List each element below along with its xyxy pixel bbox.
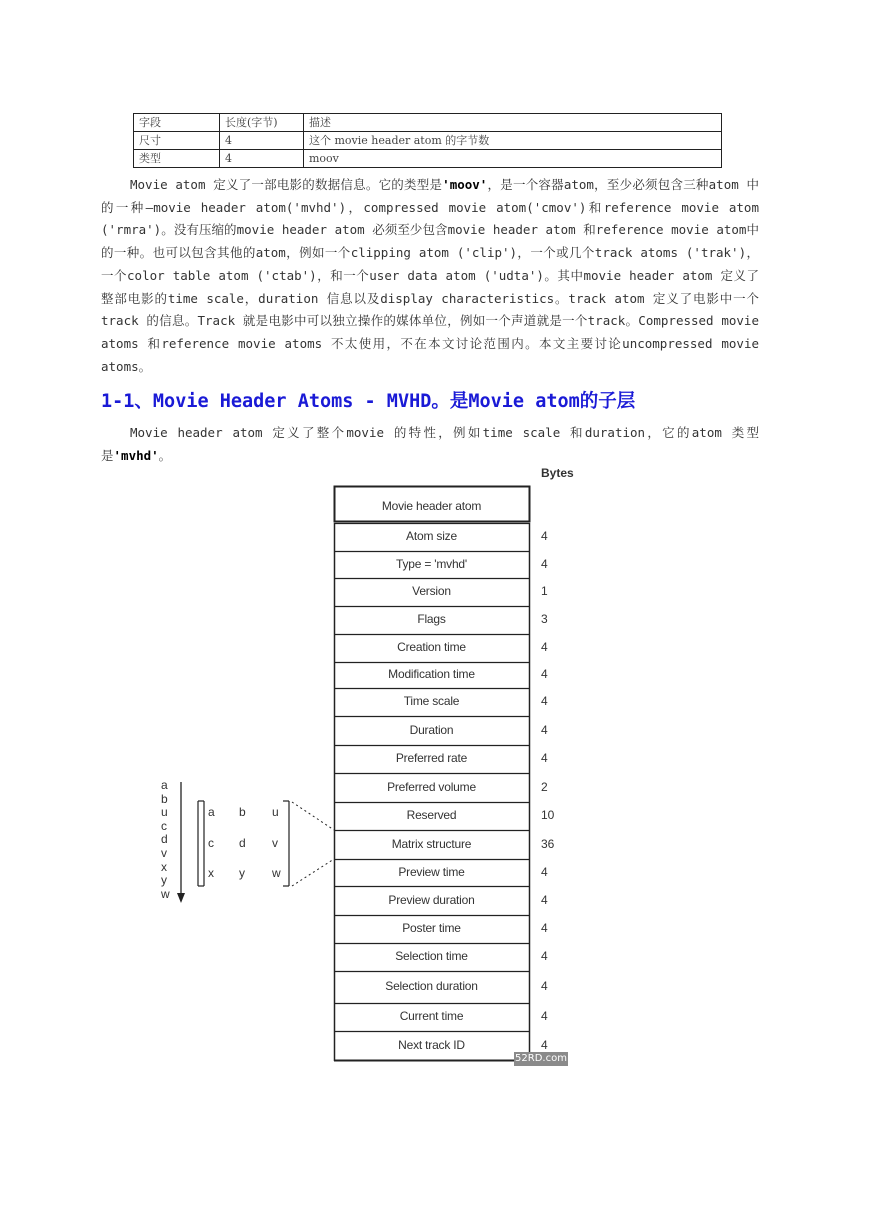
vertical-order-letter: x bbox=[161, 859, 167, 874]
section-heading: 1-1、Movie Header Atoms - MVHD。是Movie atom的子层 bbox=[101, 391, 636, 412]
vertical-order-letter: u bbox=[161, 805, 168, 820]
field-bytes: 10 bbox=[541, 808, 555, 822]
table-cell: moov bbox=[304, 150, 722, 168]
vertical-order-letter: v bbox=[161, 846, 167, 860]
field-label: Atom size bbox=[406, 529, 457, 543]
field-label: Matrix structure bbox=[391, 836, 472, 851]
table-cell: 类型 bbox=[134, 150, 220, 168]
watermark: 52RD.com bbox=[515, 1053, 567, 1064]
field-label: Type = 'mvhd' bbox=[395, 556, 468, 571]
matrix-element: d bbox=[239, 836, 246, 850]
paragraph-text: Movie header atom 定义了整个movie 的特性，例如time scale 和duration，它的atom 类型是 bbox=[101, 425, 759, 463]
matrix-element: b bbox=[239, 805, 246, 819]
table-header-cell: 描述 bbox=[304, 114, 722, 132]
vertical-order-letter: d bbox=[161, 832, 168, 847]
title-box-label: Movie header atom bbox=[381, 499, 482, 513]
order-arrow-head bbox=[177, 893, 185, 903]
type-code: 'moov' bbox=[442, 177, 488, 192]
table-header-cell: 长度(字节) bbox=[220, 114, 304, 132]
matrix-element: a bbox=[208, 805, 215, 819]
field-label: Flags bbox=[417, 612, 446, 626]
paragraph-text: Movie atom 定义了一部电影的数据信息。它的类型是 bbox=[130, 177, 443, 192]
field-label: Duration bbox=[409, 722, 454, 737]
field-label: Preferred volume bbox=[387, 779, 476, 794]
field-label: Modification time bbox=[388, 667, 475, 681]
matrix-connector bbox=[292, 802, 334, 830]
mvhd-paragraph bbox=[101, 422, 759, 467]
field-bytes: 4 bbox=[541, 1037, 548, 1052]
field-table bbox=[133, 113, 722, 168]
matrix-element: y bbox=[239, 866, 245, 880]
matrix-element: v bbox=[272, 836, 278, 850]
bytes-column-header: Bytes bbox=[541, 466, 574, 480]
field-label: Preview time bbox=[398, 864, 465, 879]
field-label: Selection time bbox=[395, 949, 468, 963]
table-row bbox=[134, 132, 722, 150]
field-bytes: 4 bbox=[541, 921, 548, 935]
table-header-row bbox=[134, 114, 722, 132]
field-label: Next track ID bbox=[398, 1037, 465, 1052]
table-cell: 4 bbox=[220, 132, 304, 150]
field-label: Reserved bbox=[406, 808, 457, 822]
matrix-element: w bbox=[272, 866, 281, 880]
field-bytes: 2 bbox=[541, 779, 548, 794]
vertical-order-letter: y bbox=[161, 873, 167, 888]
table-cell: 4 bbox=[220, 150, 304, 168]
vertical-order-letter: a bbox=[161, 778, 168, 792]
field-bytes: 4 bbox=[541, 640, 548, 654]
field-label: Version bbox=[412, 584, 451, 598]
field-bytes: 4 bbox=[541, 694, 548, 708]
field-label: Creation time bbox=[397, 640, 466, 654]
field-label: Current time bbox=[399, 1009, 464, 1023]
field-label: Poster time bbox=[402, 921, 461, 935]
field-bytes: 4 bbox=[541, 949, 548, 963]
table-header-cell: 字段 bbox=[134, 114, 220, 132]
field-bytes: 4 bbox=[541, 864, 548, 879]
table-cell: 尺寸 bbox=[134, 132, 220, 150]
field-bytes: 3 bbox=[541, 612, 548, 626]
field-bytes: 4 bbox=[541, 892, 548, 907]
field-bytes: 4 bbox=[541, 1009, 548, 1023]
matrix-element: u bbox=[272, 805, 279, 819]
field-bytes: 4 bbox=[541, 556, 548, 571]
field-label: Preview duration bbox=[388, 892, 475, 907]
field-label: Time scale bbox=[403, 694, 460, 708]
paragraph-text: 。 bbox=[158, 447, 172, 463]
field-label: Preferred rate bbox=[395, 751, 468, 765]
field-bytes: 4 bbox=[541, 529, 548, 543]
vertical-order-letter: c bbox=[161, 818, 167, 833]
type-code: 'mvhd' bbox=[113, 447, 159, 463]
field-bytes: 4 bbox=[541, 667, 548, 681]
intro-paragraph bbox=[101, 174, 759, 378]
field-bytes: 1 bbox=[541, 584, 548, 598]
field-bytes: 4 bbox=[541, 979, 548, 993]
field-bytes: 4 bbox=[541, 751, 548, 765]
matrix-connector bbox=[292, 859, 334, 886]
table-row bbox=[134, 150, 722, 168]
paragraph-text: ，是一个容器atom，至少必须包含三种atom 中的一种—movie header atom('mvhd')，compressed movie atom('cmov')和reference movie atom ('rmra')。没有压缩的movie header atom 必须至少包含movie header atom 和reference movie atom中的一种。也可以包含其他的atom，例如一个clipping atom ('clip')，一个或几个track atoms ('trak')，一个color table atom ('ctab')，和一个user data atom ('udta')。其中movie header atom 定义了整部电影的time scale，duration 信息以及display characteristics。track atom 定义了电影中一个track 的信息。Track 就是电影中可以独立操作的媒体单位，例如一个声道就是一个track。Compressed movie atoms 和reference movie atoms 不太使用，不在本文讨论范围内。本文主要讨论uncompressed movie atoms。 bbox=[101, 177, 759, 374]
field-label: Selection duration bbox=[385, 979, 478, 993]
field-bytes: 36 bbox=[541, 836, 555, 851]
table-cell: 这个 movie header atom 的字节数 bbox=[304, 132, 722, 150]
vertical-order-letter: b bbox=[161, 791, 168, 806]
title-box bbox=[335, 487, 530, 522]
field-bytes: 4 bbox=[541, 722, 548, 737]
matrix-element: x bbox=[208, 866, 214, 880]
matrix-element: c bbox=[208, 836, 214, 850]
vertical-order-letter: w bbox=[161, 886, 170, 901]
